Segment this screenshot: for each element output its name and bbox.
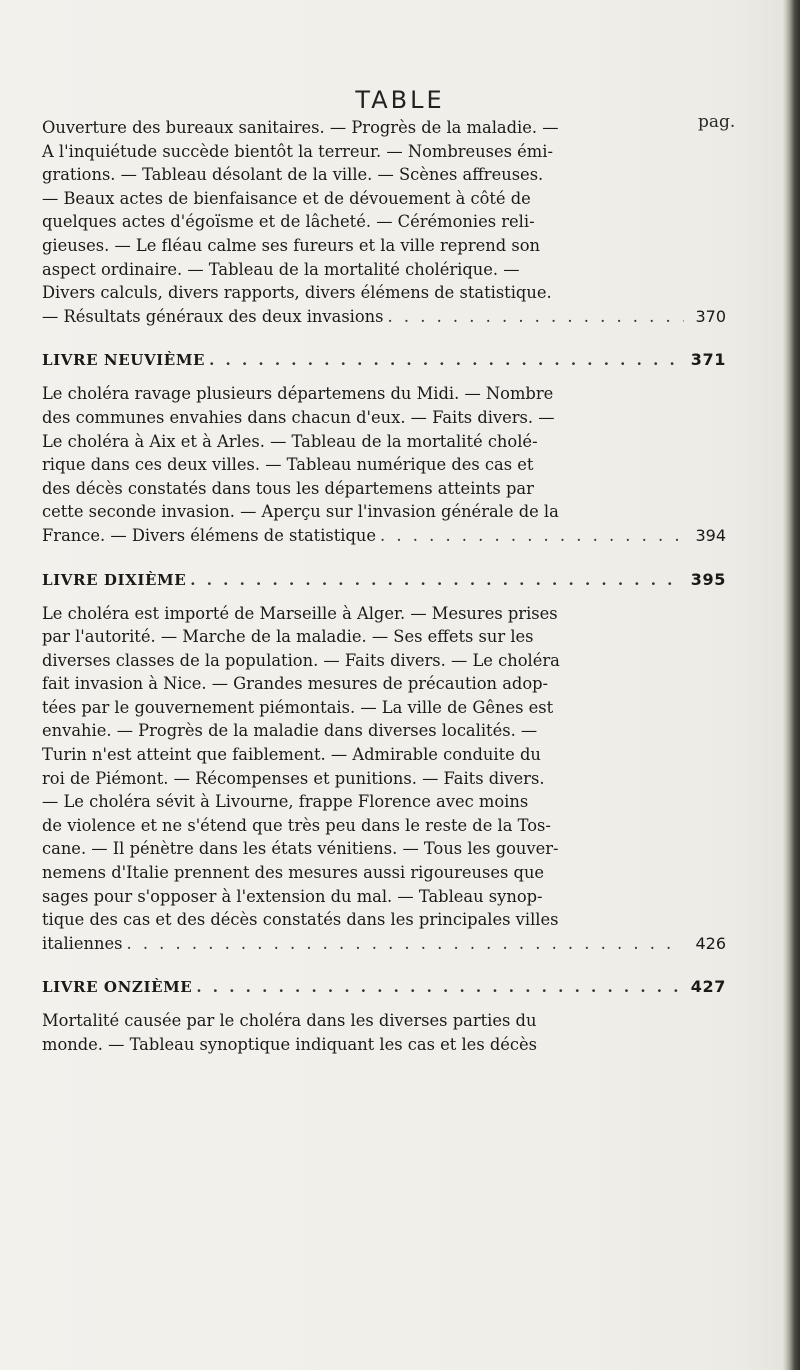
entry-line: Ouverture des bureaux sanitaires. — Progrès de la maladie. — <box>42 118 559 137</box>
entry-line: tées par le gouvernement piémontais. — La ville de Gênes est <box>42 697 554 717</box>
entry-line: grations. — Tableau désolant de la ville. — Scènes affreuses. <box>42 165 544 185</box>
leader-dots <box>196 975 684 999</box>
entry-line: fait invasion à Nice. — Grandes mesures de précaution adop- <box>42 674 549 694</box>
entry-line: par l'autorité. — Marche de la maladie. — Ses effets sur les <box>42 627 534 647</box>
livre-heading-9 <box>42 348 726 372</box>
entry-line: rique dans ces deux villes. — Tableau numérique des cas et <box>42 455 534 475</box>
toc-entry-livre10 <box>42 602 726 956</box>
entry-line: aspect ordinaire. — Tableau de la mortalité cholérique. — <box>42 259 520 279</box>
page-title: TABLE <box>355 86 445 114</box>
entry-line: Le choléra ravage plusieurs départemens du Midi. — Nombre <box>42 384 554 404</box>
leader-dots <box>190 568 684 592</box>
entry-last-text: italiennes <box>42 933 123 953</box>
entry-line: sages pour s'opposer à l'extension du mal. — Tableau synop- <box>42 886 543 906</box>
page-number: 371 <box>690 350 726 370</box>
entry-line: Turin n'est atteint que faiblement. — Admirable conduite du <box>42 745 541 765</box>
page-number: 395 <box>690 569 726 589</box>
entry-last-line <box>42 305 726 329</box>
leader-dots <box>209 348 684 372</box>
livre-title: LIVRE ONZIÈME <box>42 978 193 997</box>
page-number: 394 <box>695 525 726 545</box>
toc-entry-intro <box>42 116 726 328</box>
page-number: 426 <box>695 933 726 953</box>
entry-line: Le choléra à Aix et à Arles. — Tableau de la mortalité cholé- <box>42 431 538 451</box>
livre-title: LIVRE DIXIÈME <box>42 570 187 589</box>
toc-entry-livre11 <box>42 1009 726 1056</box>
entry-line: roi de Piémont. — Récompenses et punitions. — Faits divers. <box>42 768 545 788</box>
page-column-label: pag. <box>698 112 736 132</box>
entry-line: monde. — Tableau synoptique indiquant les cas et les décès <box>42 1035 538 1054</box>
page-number: 370 <box>695 306 726 326</box>
leader-dots <box>126 932 684 956</box>
livre-title: LIVRE NEUVIÈME <box>42 351 206 370</box>
entry-line: — Beaux actes de bienfaisance et de dévouement à côté de <box>42 188 531 208</box>
page-edge-shadow <box>782 0 800 1370</box>
entry-line: cette seconde invasion. — Aperçu sur l'invasion générale de la <box>42 502 559 522</box>
page-number: 427 <box>690 977 726 997</box>
entry-line: Le choléra est importé de Marseille à Alger. — Mesures prises <box>42 603 558 623</box>
entry-line: envahie. — Progrès de la maladie dans diverses localités. — <box>42 721 538 741</box>
livre-heading-11 <box>42 975 726 999</box>
entry-last-line <box>42 932 726 956</box>
livre-heading-10 <box>42 568 726 592</box>
leader-dots <box>388 305 684 329</box>
entry-last-line <box>42 524 726 548</box>
entry-line: Mortalité causée par le choléra dans les diverses parties du <box>42 1011 537 1031</box>
leader-dots <box>380 524 684 548</box>
entry-line: gieuses. — Le fléau calme ses fureurs et la ville reprend son <box>42 235 540 255</box>
toc-entry-livre9 <box>42 382 726 547</box>
entry-line: — Le choléra sévit à Livourne, frappe Florence avec moins <box>42 792 529 812</box>
entry-last-text: France. — Divers élémens de statistique <box>42 525 377 545</box>
entry-line: A l'inquiétude succède bientôt la terreur. — Nombreuses émi- <box>42 141 553 161</box>
entry-line: tique des cas et des décès constatés dans les principales villes <box>42 910 559 930</box>
entry-line: de violence et ne s'étend que très peu dans le reste de la Tos- <box>42 815 551 835</box>
entry-line: nemens d'Italie prennent des mesures aussi rigoureuses que <box>42 863 545 883</box>
entry-line: quelques actes d'égoïsme et de lâcheté. — Cérémonies reli- <box>42 212 535 232</box>
entry-line: Divers calculs, divers rapports, divers élémens de statistique. <box>42 283 552 303</box>
table-of-contents <box>42 116 726 1057</box>
entry-line: des décès constatés dans tous les départemens atteints par <box>42 478 534 498</box>
entry-last-text: — Résultats généraux des deux invasions <box>42 306 384 326</box>
entry-line: des communes envahies dans chacun d'eux. — Faits divers. — <box>42 407 555 427</box>
entry-line: cane. — Il pénètre dans les états vénitiens. — Tous les gouver- <box>42 839 559 859</box>
entry-line: diverses classes de la population. — Faits divers. — Le choléra <box>42 650 560 670</box>
